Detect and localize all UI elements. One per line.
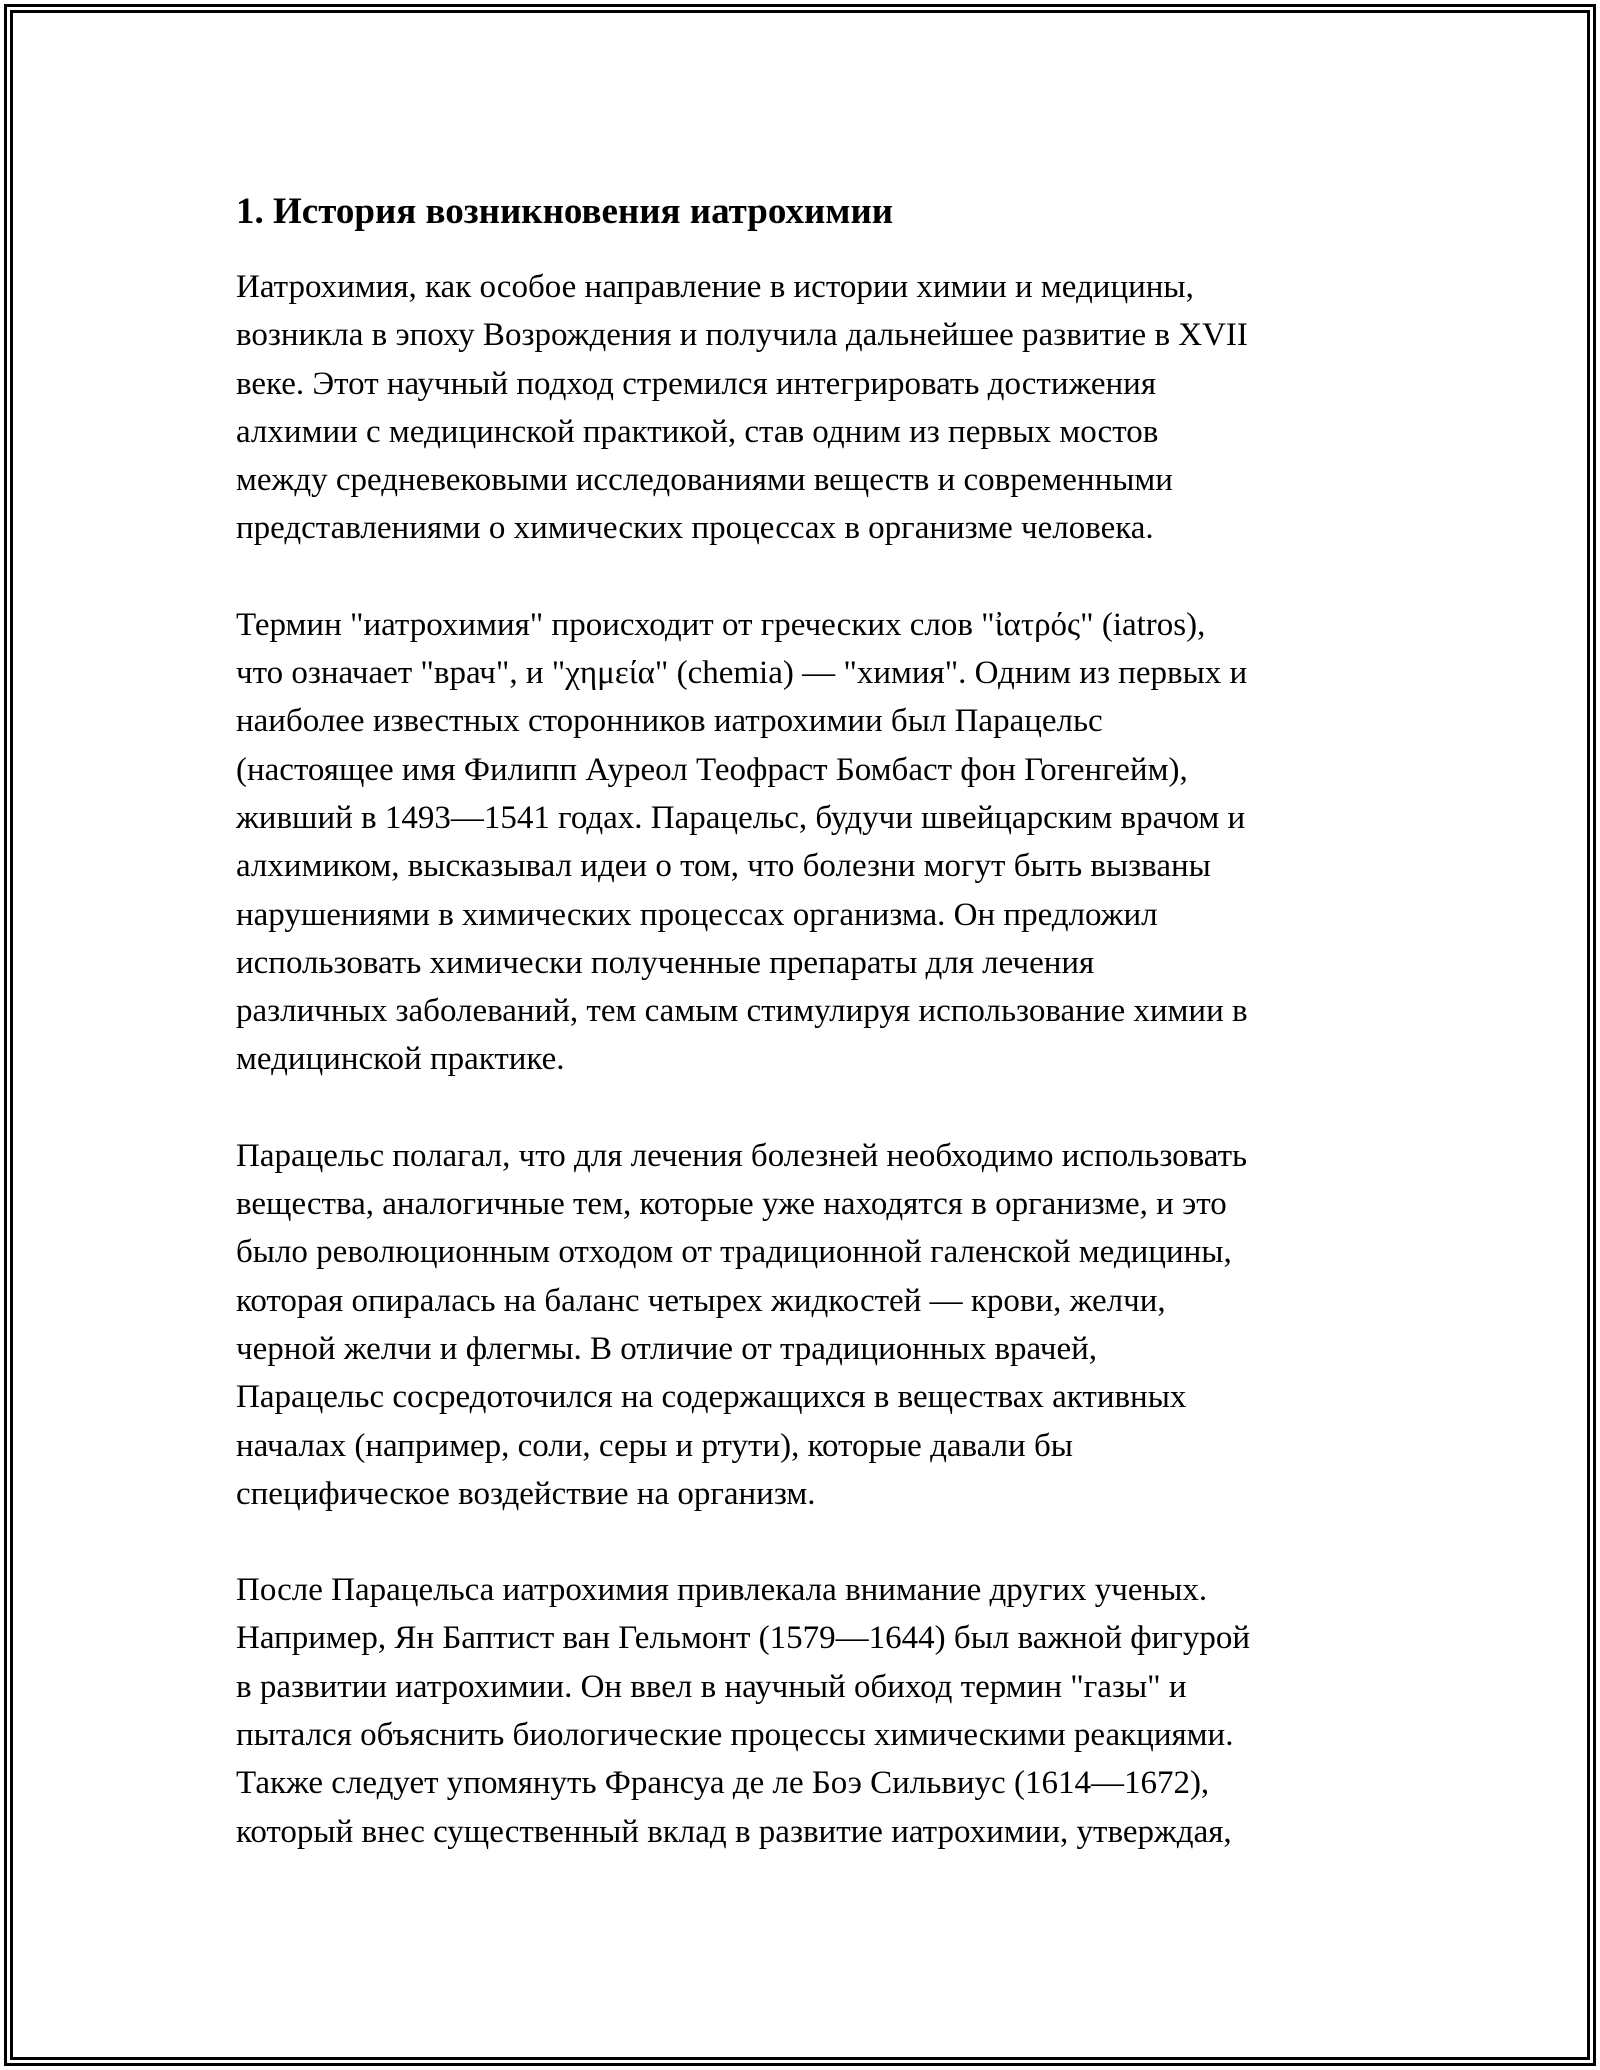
section-heading: 1. История возникновения иатрохимии [236,191,894,232]
paragraph-line: Парацельс сосредоточился на содержащихся в веществах активных [236,1379,1187,1416]
paragraph-line: алхимии с медицинской практикой, став одним из первых мостов [236,413,1159,450]
paragraph-paracelsus [236,1132,1376,1518]
paragraph-line: Также следует упомянуть Франсуа де ле Боэ Сильвиус (1614—1672), [236,1765,1210,1802]
paragraph-line: что означает "врач", и "χημεία" (chemia) — "химия". Одним из первых и [236,655,1248,692]
paragraph-line: наиболее известных сторонников иатрохимии был Парацельс [236,703,1103,740]
paragraph-line: которая опиралась на баланс четырех жидкостей — крови, желчи, [236,1282,1166,1319]
paragraph-line: медицинской практике. [236,1041,565,1078]
paragraph-line: Термин "иатрохимия" происходит от греческих слов "ἰατρός" (iatros), [236,606,1206,643]
paragraph-line: специфическое воздействие на организм. [236,1475,816,1512]
paragraph-line: пытался объяснить биологические процессы химическими реакциями. [236,1717,1234,1754]
paragraph-line: который внес существенный вклад в развитие иатрохимии, утверждая, [236,1813,1232,1850]
paragraph-term-origin [236,601,1376,1084]
paragraph-line: между средневековыми исследованиями веществ и современными [236,462,1173,499]
paragraph-line: черной желчи и флегмы. В отличие от традиционных врачей, [236,1330,1098,1367]
paragraph-line: живший в 1493—1541 годах. Парацельс, будучи швейцарским врачом и [236,799,1246,836]
paragraph-line: возникла в эпоху Возрождения и получила дальнейшее развитие в XVII [236,317,1248,354]
document-body [236,188,1376,1904]
paragraph-line: представлениями о химических процессах в организме человека. [236,510,1154,547]
paragraph-line: началах (например, соли, серы и ртути), которые давали бы [236,1427,1073,1464]
paragraph-line: нарушениями в химических процессах организма. Он предложил [236,896,1158,933]
paragraph-line: Парацельс полагал, что для лечения болезней необходимо использовать [236,1137,1248,1174]
paragraph-line: использовать химически полученные препараты для лечения [236,944,1095,981]
paragraph-intro [236,263,1376,553]
paragraph-line: было революционным отходом от традиционной галенской медицины, [236,1234,1232,1271]
paragraph-line: в развитии иатрохимии. Он ввел в научный обиход термин "газы" и [236,1668,1187,1705]
paragraph-after-paracelsus [236,1566,1376,1856]
paragraph-line: После Парацельса иатрохимия привлекала внимание других ученых. [236,1572,1208,1609]
paragraph-line: алхимиком, высказывал идеи о том, что болезни могут быть вызваны [236,848,1211,885]
paragraph-line: вещества, аналогичные тем, которые уже находятся в организме, и это [236,1186,1227,1223]
paragraph-line: Например, Ян Баптист ван Гельмонт (1579—1644) был важной фигурой [236,1620,1250,1657]
paragraph-line: различных заболеваний, тем самым стимулируя использование химии в [236,993,1248,1030]
paragraph-line: веке. Этот научный подход стремился интегрировать достижения [236,365,1157,402]
paragraph-line: (настоящее имя Филипп Ауреол Теофраст Бомбаст фон Гогенгейм), [236,751,1188,788]
paragraph-line: Иатрохимия, как особое направление в истории химии и медицины, [236,269,1194,305]
